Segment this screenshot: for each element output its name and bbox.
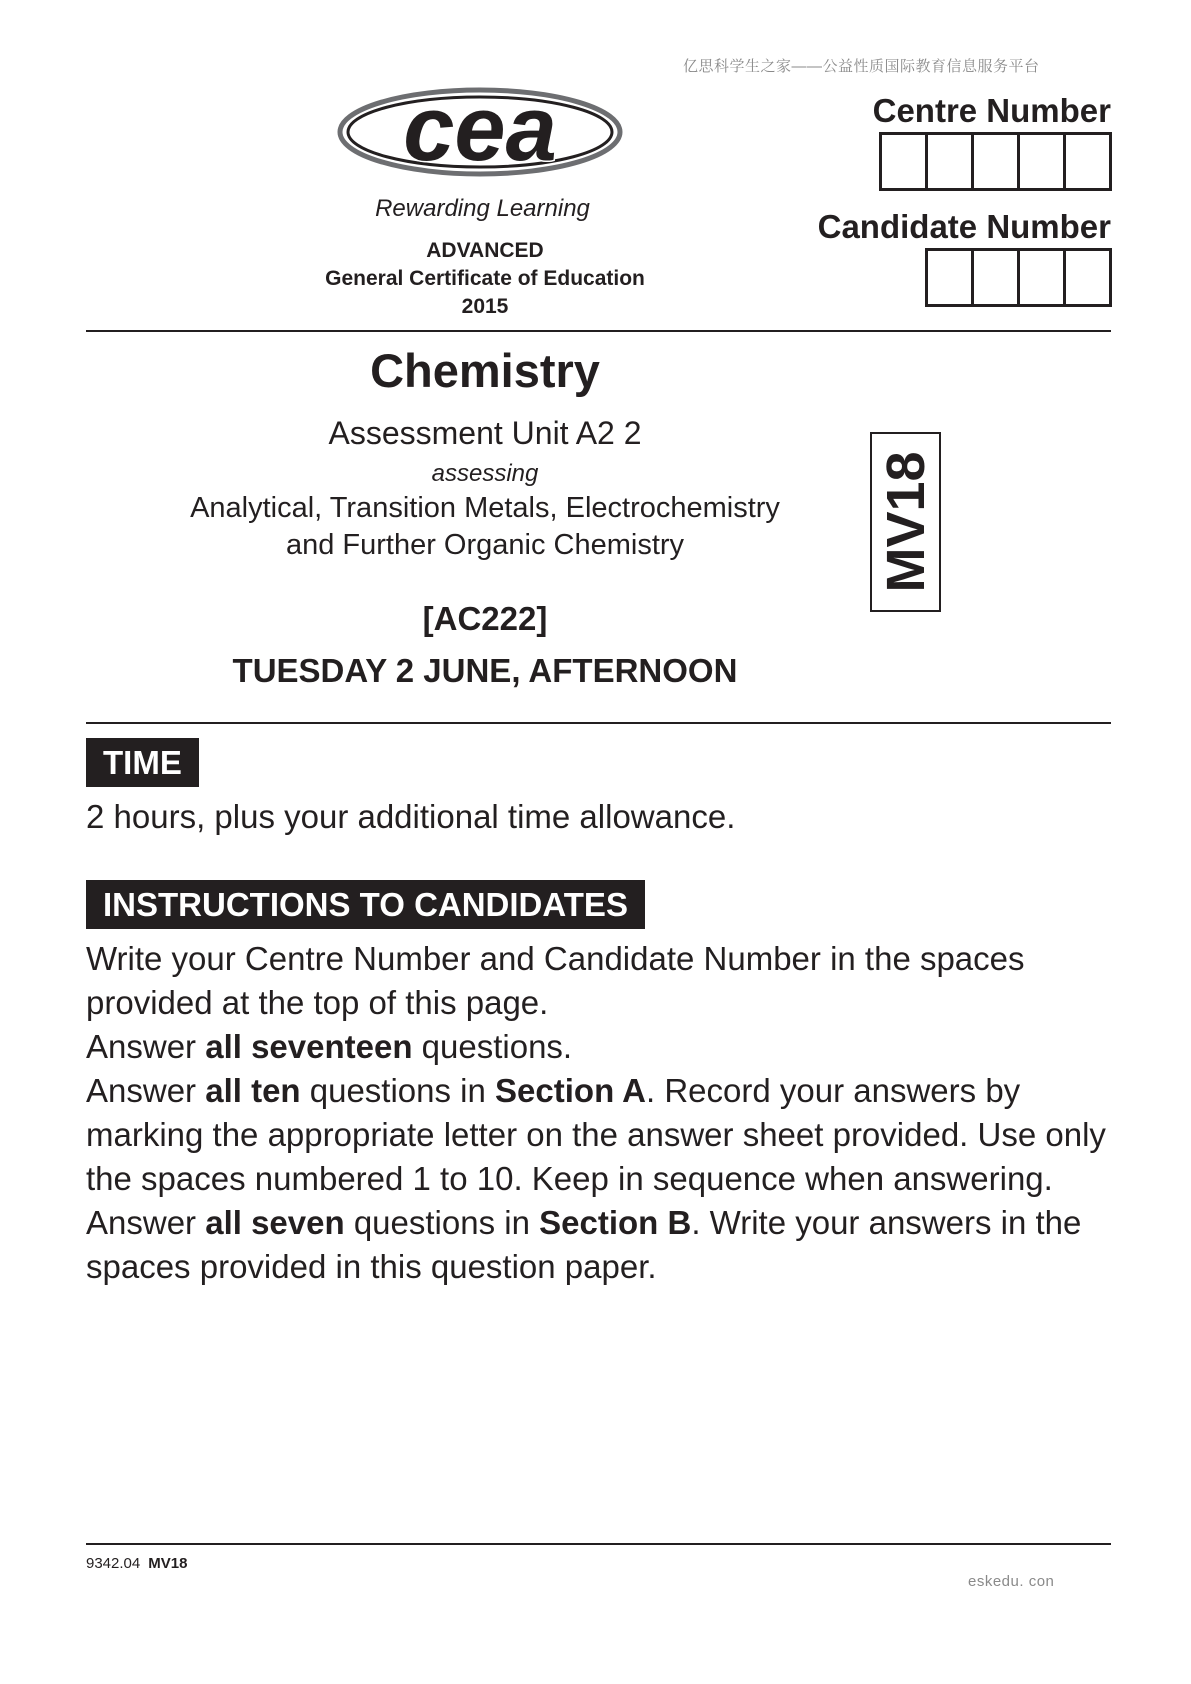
instruction-3: Answer all ten questions in Section A. Record your answers by marking the appropriate letter on the answer sheet provided. Use only the spaces numbered 1 to 10. Keep in sequence when answering. xyxy=(86,1072,1106,1197)
stamp-text: MV18 xyxy=(875,451,936,593)
time-heading: TIME xyxy=(86,738,199,787)
cea-logo xyxy=(335,82,625,192)
instructions-heading: INSTRUCTIONS TO CANDIDATES xyxy=(86,880,645,929)
watermark-bottom: eskedu. con xyxy=(968,1573,1055,1590)
divider-footer xyxy=(86,1543,1111,1545)
centre-number-label: Centre Number xyxy=(872,92,1111,129)
topics xyxy=(120,490,850,564)
watermark-top: 亿思科学生之家——公益性质国际教育信息服务平台 xyxy=(683,58,1040,75)
centre-digit-box[interactable] xyxy=(882,135,925,188)
divider-top xyxy=(86,330,1111,332)
instructions-body xyxy=(86,937,1126,1289)
exam-date: TUESDAY 2 JUNE, AFTERNOON xyxy=(232,652,738,689)
logo-text: cea xyxy=(403,82,557,180)
instruction-4: Answer all seven questions in Section B. Write your answers in the spaces provided in this question paper. xyxy=(86,1204,1082,1285)
centre-digit-box[interactable] xyxy=(971,135,1017,188)
candidate-digit-box[interactable] xyxy=(1017,251,1063,304)
instruction-2: Answer all seventeen questions. xyxy=(86,1028,573,1065)
qualification-text: General Certificate of Education xyxy=(325,267,645,290)
paper-code: [AC222] xyxy=(422,600,548,637)
topics-line-1: Analytical, Transition Metals, Electrochemistry xyxy=(190,492,780,524)
candidate-number-boxes[interactable] xyxy=(925,248,1112,307)
centre-digit-box[interactable] xyxy=(1017,135,1063,188)
instruction-1: Write your Centre Number and Candidate Number in the spaces provided at the top of this page. xyxy=(86,940,1025,1021)
centre-digit-box[interactable] xyxy=(1063,135,1109,188)
time-text: 2 hours, plus your additional time allowance. xyxy=(86,798,736,835)
subject-title: Chemistry xyxy=(370,344,600,397)
candidate-digit-box[interactable] xyxy=(1063,251,1109,304)
candidate-number-label: Candidate Number xyxy=(817,208,1111,245)
candidate-digit-box[interactable] xyxy=(971,251,1017,304)
assessing-label: assessing xyxy=(431,460,539,487)
footer-code: 9342.04 MV18 xyxy=(86,1555,188,1572)
qualification-block xyxy=(270,237,700,321)
divider-middle xyxy=(86,722,1111,724)
paper-stamp xyxy=(870,432,941,612)
topics-line-2: and Further Organic Chemistry xyxy=(285,529,685,561)
level-text: ADVANCED xyxy=(426,239,544,262)
centre-number-boxes[interactable] xyxy=(879,132,1112,191)
candidate-digit-box[interactable] xyxy=(928,251,971,304)
centre-digit-box[interactable] xyxy=(925,135,971,188)
logo-tagline: Rewarding Learning xyxy=(375,195,590,222)
assessment-unit: Assessment Unit A2 2 xyxy=(328,415,642,451)
year-text: 2015 xyxy=(461,295,509,318)
